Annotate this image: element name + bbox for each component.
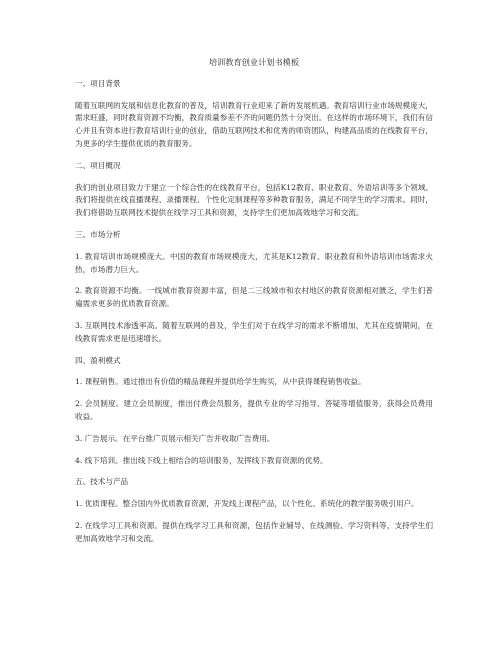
overview-paragraph: 我们的创业项目致力于建立一个综合性的在线教育平台，包括K12教育、职业教育、外语培训等多个领域。我们将提供在线直播课程、录播课程、个性化定制课程等多种教育服务，满足不同学生的学习需求。同时，我们将借助互联网技术提供在线学习工具和资源，支持学生们更加高效地学习和交流。 [75,182,433,218]
market-analysis-item-3: 3. 互联网技术渗透率高。随着互联网的普及，学生们对于在线学习的需求不断增加，尤其在疫情期间，在线教育需求更是迅速增长。 [75,320,433,343]
section-heading-background: 一、项目背景 [75,78,121,88]
market-analysis-item-2: 2. 教育资源不均衡。一线城市教育资源丰富，但是二三线城市和农村地区的教育资源相对匮乏，学生们普遍需求更多的优质教育资源。 [75,286,433,309]
section-heading-overview: 二、项目概况 [75,160,121,170]
section-heading-market-analysis: 三、市场分析 [75,229,121,239]
profit-model-item-4: 4. 线下培训。推出线下线上相结合的培训服务，发挥线下教育资源的优势。 [75,455,328,465]
technology-products-item-1: 1. 优质课程。整合国内外优质教育资源，开发线上课程产品，以个性化、系统化的教学服务吸引用户。 [75,499,419,509]
section-heading-profit-model: 四、盈利模式 [75,355,121,365]
profit-model-item-3: 3. 广告展示。在平台推广页展示相关广告并收取广告费用。 [75,433,275,443]
profit-model-item-2: 2. 会员制度。建立会员制度，推出付费会员服务，提供专业的学习指导、答疑等增值服务，获得会员费用收益。 [75,399,433,421]
document-title: 培训教育创业计划书模板 [208,57,300,67]
technology-products-item-2: 2. 在线学习工具和资源。提供在线学习工具和资源，包括作业辅导、在线测验、学习资料等，支持学生们更加高效地学习和交流。 [75,520,433,543]
section-heading-technology-products: 五、技术与产品 [75,477,129,487]
document-body [75,56,433,555]
profit-model-item-1: 1. 课程销售。通过推出有价值的精品课程并提供给学生购买，从中获得课程销售收益。 [75,377,366,387]
market-analysis-item-1: 1. 教育培训市场规模庞大。中国的教育市场规模庞大，尤其是K12教育、职业教育和外语培训市场需求火热，市场潜力巨大。 [75,251,433,274]
background-paragraph: 随着互联网的发展和信息化教育的普及，培训教育行业迎来了新的发展机遇。教育培训行业市场规模庞大，需求旺盛，同时教育资源不均衡，教育质量参差不齐的问题仍然十分突出。在这样的市场环境下，我们有信心并且有资本进行教育培训行业的创业，借助互联网技术和优秀的师资团队，构建高品质的在线教育平台，为更多的学生提供优质的教育服务。 [75,100,433,148]
